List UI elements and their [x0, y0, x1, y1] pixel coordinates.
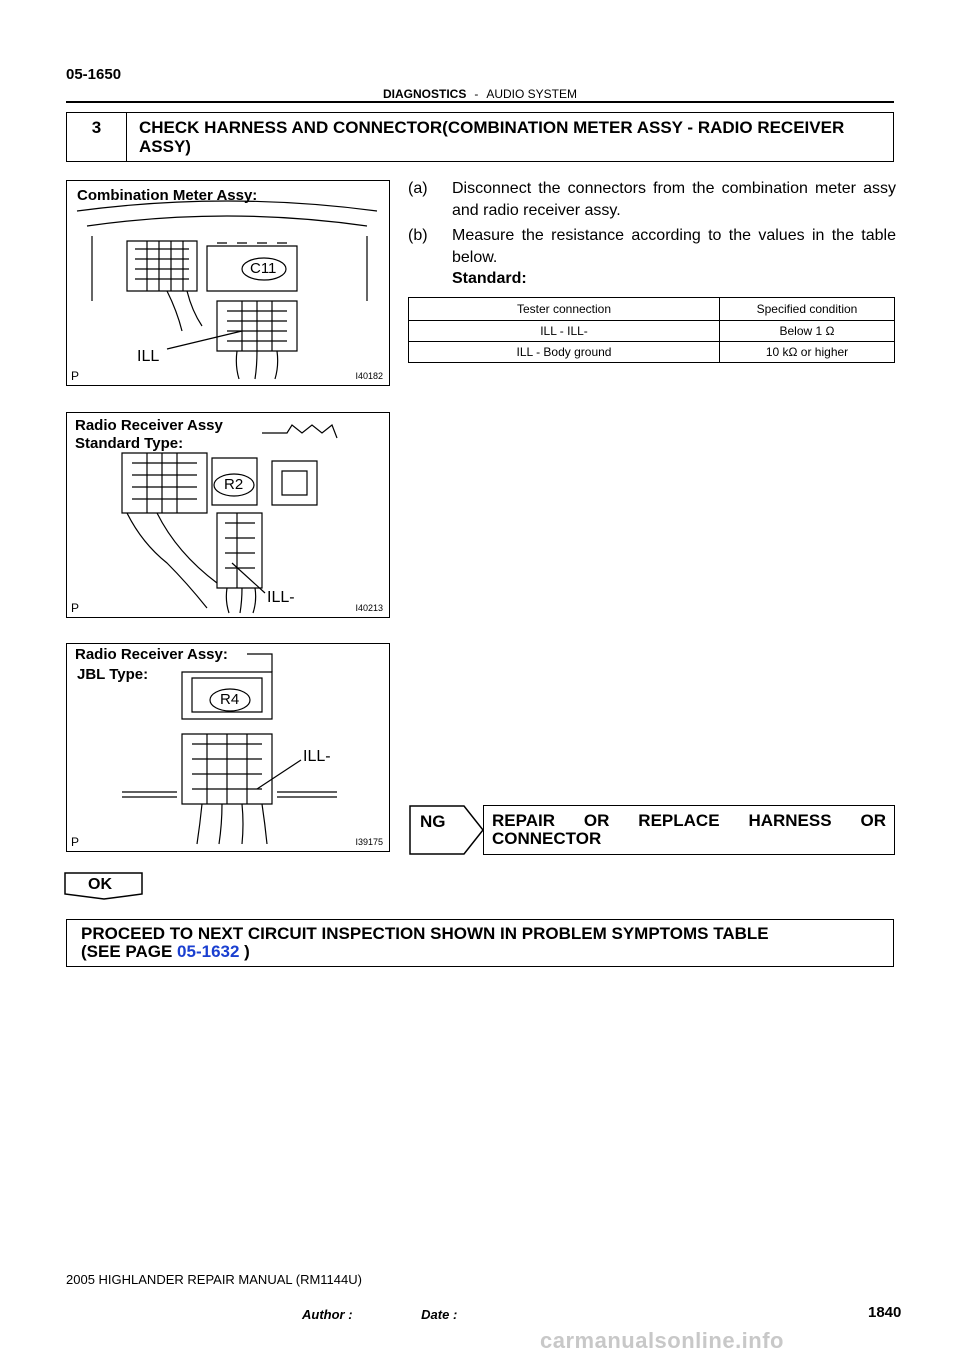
standard-label: Standard:: [452, 270, 527, 287]
figure-code: I40182: [355, 371, 383, 381]
figure-corner-mark: P: [71, 369, 80, 383]
footer-author-date: Author : Date :: [302, 1307, 458, 1322]
figure-code: I40213: [355, 603, 383, 613]
figure-title: Radio Receiver Assy: [75, 417, 223, 434]
page-link[interactable]: 05-1632: [177, 942, 240, 961]
ok-action-prefix: (SEE PAGE: [81, 942, 178, 961]
ng-word: HARNESS: [748, 811, 832, 830]
combination-meter-illustration: [67, 181, 389, 385]
table-row: [409, 342, 895, 363]
instruction-marker: (a): [408, 180, 428, 197]
pin-label: ILL-: [267, 589, 295, 606]
figure-title: Combination Meter Assy:: [77, 187, 258, 204]
figure-subtitle: Standard Type:: [75, 435, 184, 452]
ng-action-box: [483, 805, 895, 855]
footer-manual-title: 2005 HIGHLANDER REPAIR MANUAL (RM1144U): [66, 1272, 362, 1287]
step-header: [66, 112, 894, 162]
subsection-name: AUDIO SYSTEM: [486, 87, 578, 101]
table-header: Tester connection: [409, 298, 720, 321]
step-number: 3: [67, 113, 127, 161]
ok-action-line1: PROCEED TO NEXT CIRCUIT INSPECTION SHOWN IN PROBLEM SYMPTOMS TABLE: [81, 924, 769, 943]
ng-label: NG: [420, 812, 446, 831]
table-header: Specified condition: [720, 298, 895, 321]
spec-table: [408, 297, 895, 363]
footer-page-number: 1840: [868, 1304, 902, 1321]
instruction-marker: (b): [408, 227, 428, 244]
ok-action-suffix: ): [239, 942, 250, 961]
figure-corner-mark: P: [71, 601, 80, 615]
watermark: carmanualsonline.info: [540, 1328, 784, 1353]
instruction-text: Measure the resistance according to the values in the table below.: [452, 227, 896, 266]
pin-label: ILL: [137, 348, 160, 365]
ng-action-text: [492, 812, 886, 848]
table-header-row: [409, 298, 895, 321]
figure-title: Radio Receiver Assy:: [75, 646, 228, 663]
running-header: [0, 87, 960, 101]
figure-subtitle: JBL Type:: [77, 666, 149, 683]
pin-label: ILL-: [303, 748, 331, 765]
instruction-a: [408, 178, 896, 222]
page-code: 05-1650: [66, 66, 122, 83]
connector-label: C11: [250, 260, 277, 277]
table-cell: ILL - Body ground: [409, 342, 720, 363]
ng-action-line2: CONNECTOR: [492, 829, 602, 848]
ok-action-box: [66, 919, 894, 967]
header-separator: -: [474, 87, 479, 101]
connector-label: R2: [224, 476, 244, 493]
ok-action-line2: [81, 943, 881, 961]
ng-word: REPLACE: [638, 811, 720, 830]
figure-radio-jbl: [66, 643, 390, 852]
table-cell: ILL - ILL-: [409, 321, 720, 342]
step-title: CHECK HARNESS AND CONNECTOR(COMBINATION METER ASSY - RADIO RECEIVER ASSY): [139, 118, 845, 156]
section-name: DIAGNOSTICS: [382, 87, 467, 101]
ok-label: OK: [88, 876, 112, 893]
ng-word: OR: [860, 811, 886, 830]
figure-code: I39175: [355, 837, 383, 847]
ok-action-text: [81, 925, 881, 961]
instruction-text: Disconnect the connectors from the combination meter assy and radio receiver assy.: [452, 180, 896, 219]
ng-word: OR: [583, 811, 610, 830]
figure-combination-meter: [66, 180, 390, 386]
instruction-b: [408, 225, 896, 269]
ng-word: REPAIR: [492, 811, 555, 830]
header-rule: [66, 101, 894, 103]
figure-radio-standard: [66, 412, 390, 618]
figure-corner-mark: P: [71, 835, 80, 849]
table-row: [409, 321, 895, 342]
table-cell: Below 1 Ω: [720, 321, 895, 342]
connector-label: R4: [220, 691, 240, 708]
table-cell: 10 kΩ or higher: [720, 342, 895, 363]
